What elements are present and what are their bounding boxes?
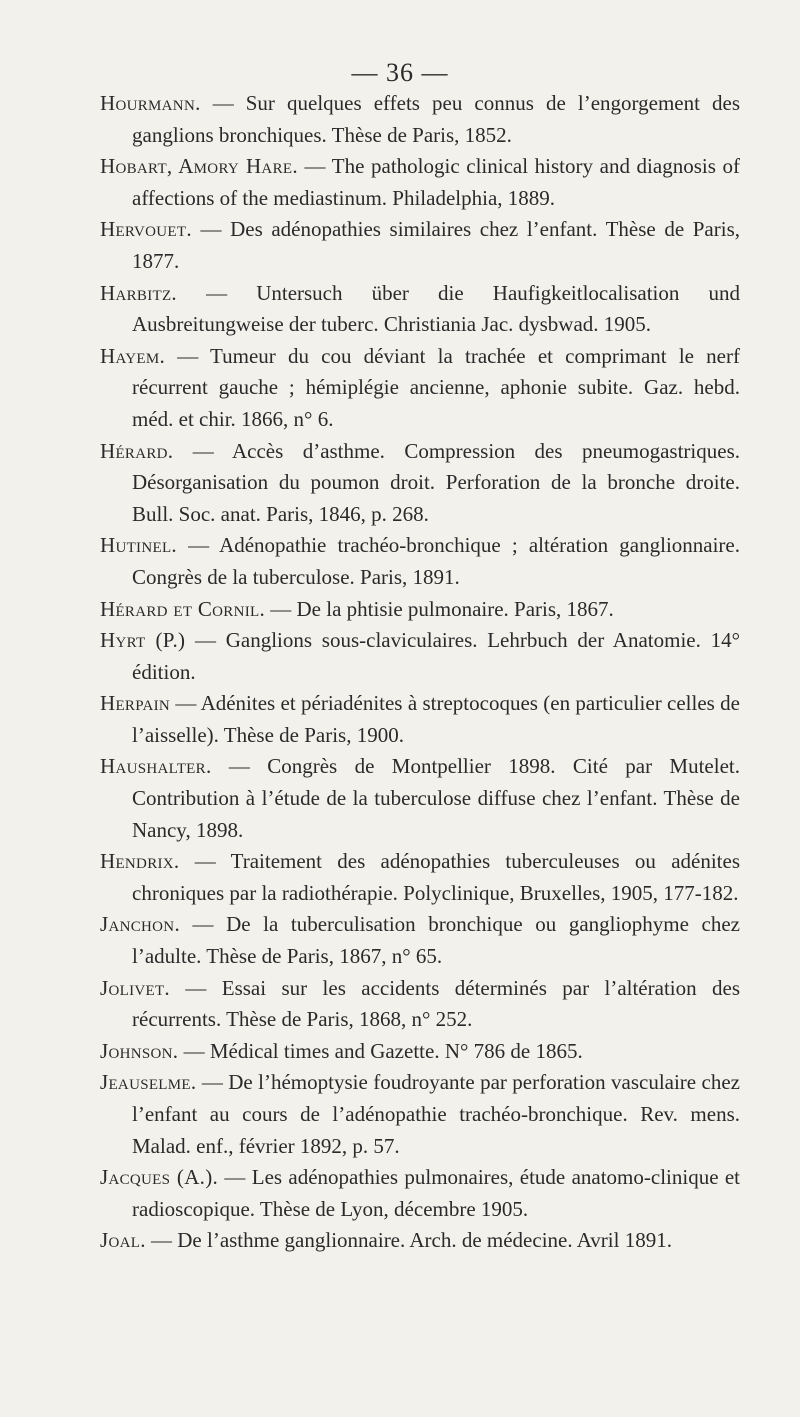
entry-text: — Des adénopathies similaires chez l’enfant. Thèse de Paris, 1877. (132, 217, 740, 273)
entry-text: — Untersuch über die Haufigkeitlocalisation und Ausbreitungweise der tuberc. Christiania Jac. dysbwad. 1905. (132, 280, 740, 337)
entry-author: Johnson. (100, 1038, 179, 1063)
entry-author: Hendrix. (100, 849, 180, 874)
bibliography-entry (100, 909, 740, 972)
entry-text: — De l’asthme ganglionnaire. Arch. de médecine. Avril 1891. (145, 1228, 672, 1253)
entry-author: Hutinel. (100, 533, 177, 558)
bibliography-entry (100, 688, 740, 751)
entry-text: — De la phtisie pulmonaire. Paris, 1867. (265, 596, 614, 621)
entry-text: — Traitement des adénopathies tuberculeuses ou adénites chroniques par la radiothérapie. Polyclinique, Bruxelles, 1905, 177-182. (132, 849, 740, 905)
bibliography-entry (100, 1225, 740, 1257)
entry-text: — Tumeur du cou déviant la trachée et comprimant le nerf récurrent gauche ; hémiplégie ancienne, aphonie subite. Gaz. hebd. méd. et chir. 1866, n° 6. (132, 343, 740, 431)
bibliography-entry (100, 751, 740, 846)
entry-author: Hourmann. (100, 91, 201, 115)
entry-author: Hérard et Cornil. (100, 596, 266, 621)
entry-text: — Essai sur les accidents déterminés par l’altération des récurrents. Thèse de Paris, 1868, n° 252. (132, 975, 740, 1032)
entry-author: Haushalter. (100, 754, 212, 779)
entry-author: Janchon. (100, 912, 180, 937)
entry-text: — Accès d’asthme. Compression des pneumogastriques. Désorganisation du poumon droit. Perforation de la bronche droite. Bull. Soc. anat. Paris, 1846, p. 268. (132, 438, 740, 526)
entry-text: — The pathologic clinical history and diagnosis of affections of the mediastinum. Philadelphia, 1889. (132, 154, 741, 210)
entry-author: Harbitz. (100, 280, 177, 305)
entry-author: Joal. (100, 1228, 146, 1253)
entry-text: — Adénites et périadénites à streptocoques (en particulier celles de l’aisselle). Thèse de Paris, 1900. (132, 691, 740, 747)
bibliography-entry (100, 436, 740, 531)
entry-text: — De la tuberculisation bronchique ou gangliophyme chez l’adulte. Thèse de Paris, 1867, n° 65. (132, 912, 740, 969)
bibliography-entry (100, 846, 740, 909)
bibliography-entry (100, 530, 740, 593)
entry-text: — De l’hémoptysie foudroyante par perforation vasculaire chez l’enfant au cours de l’adénopathie trachéo-bronchique. Rev. mens. Malad. enf., février 1892, p. 57. (132, 1070, 740, 1158)
entry-text: — Ganglions sous-claviculaires. Lehrbuch der Anatomie. 14° édition. (132, 628, 740, 684)
entry-author: Jolivet. (100, 975, 170, 1000)
entry-text: — Sur quelques effets peu connus de l’engorgement des ganglions bronchiques. Thèse de Paris, 1852. (132, 91, 740, 147)
bibliography-entry (100, 88, 740, 151)
entry-text: — Adénopathie trachéo-bronchique ; altération ganglionnaire. Congrès de la tuberculose. Paris, 1891. (132, 533, 740, 589)
entry-author: Hérard. (100, 438, 174, 463)
bibliography-entry (100, 1036, 740, 1068)
bibliography-entry (100, 278, 740, 341)
entry-author: Jeauselme. (100, 1070, 197, 1095)
entry-author: Hervouet. (100, 217, 192, 242)
bibliography-entry (100, 1067, 740, 1162)
bibliography-list (100, 88, 740, 1257)
bibliography-entry (100, 1162, 740, 1225)
entry-text: — Congrès de Montpellier 1898. Cité par Mutelet. Contribution à l’étude de la tuberculose diffuse chez l’enfant. Thèse de Nancy, 1898. (132, 754, 740, 842)
bibliography-entry (100, 973, 740, 1036)
bibliography-entry (100, 594, 740, 626)
page-number: — 36 — (351, 58, 449, 87)
bibliography-entry (100, 625, 740, 688)
bibliography-entry (100, 151, 740, 214)
entry-text: — Les adénopathies pulmonaires, étude anatomo-clinique et radioscopique. Thèse de Lyon, décembre 1905. (132, 1165, 741, 1221)
entry-author: Hayem. (100, 343, 166, 368)
bibliography-entry (100, 214, 740, 277)
entry-author: Hobart, Amory Hare. (100, 154, 298, 179)
entry-author: Herpain (100, 691, 171, 716)
bibliography-entry (100, 341, 740, 436)
entry-author: Jacques (A.). (100, 1165, 219, 1190)
entry-text: — Médical times and Gazette. N° 786 de 1865. (178, 1038, 583, 1063)
entry-author: Hyrt (P.) (100, 628, 186, 653)
